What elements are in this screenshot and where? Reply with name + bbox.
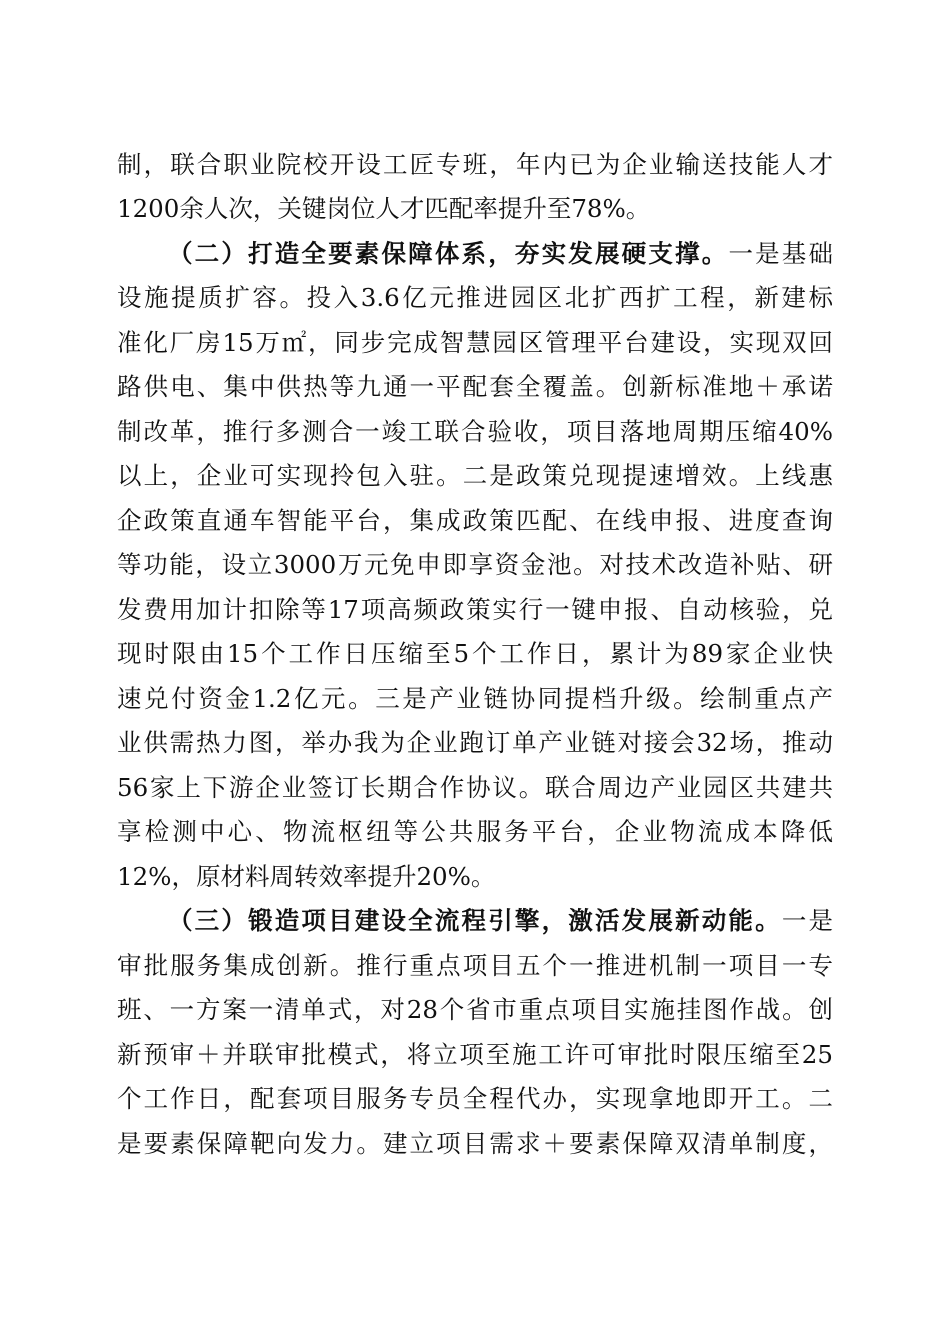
text-line-8: 以上，企业可实现拎包入驻。二是政策兑现提速增效。上线惠 [117,461,833,490]
text-line-21: 新预审＋并联审批模式，将立项至施工许可审批时限压缩至25 [117,1040,833,1069]
text-line-7: 制改革，推行多测合一竣工联合验收，项目落地周期压缩40% [117,417,833,446]
section-heading-3 [168,901,833,941]
section-title-2: （二）打造全要素保障体系，夯实发展硬支撑。 [168,239,729,268]
text-line-16: 享检测中心、物流枢纽等公共服务平台，企业物流成本降低 [117,817,833,846]
text-line-12: 现时限由15个工作日压缩至5个工作日，累计为89家企业快 [117,639,833,668]
text-line-23: 是要素保障靶向发力。建立项目需求＋要素保障双清单制度， [117,1129,833,1158]
section-heading-2-tail: 一是基础 [728,239,833,268]
text-line-6: 路供电、集中供热等九通一平配套全覆盖。创新标准地＋承诺 [117,372,833,401]
text-line-9: 企政策直通车智能平台，集成政策匹配、在线申报、进度查询 [117,506,833,535]
text-line-19: 审批服务集成创新。推行重点项目五个一推进机制一项目一专 [117,951,833,980]
section-heading-2 [168,234,833,274]
text-line-5: 准化厂房15万㎡，同步完成智慧园区管理平台建设，实现双回 [117,328,833,357]
text-line-17: 12%，原材料周转效率提升20%。 [117,862,496,891]
text-line-2: 1200余人次，关键岗位人才匹配率提升至78%。 [117,194,651,223]
text-line-10: 等功能，设立3000万元免申即享资金池。对技术改造补贴、研 [117,550,833,579]
text-line-20: 班、一方案一清单式，对28个省市重点项目实施挂图作战。创 [117,995,833,1024]
section-title-3: （三）锻造项目建设全流程引擎，激活发展新动能。 [168,906,782,935]
text-line-14: 业供需热力图，举办我为企业跑订单产业链对接会32场，推动 [117,728,833,757]
text-line-1: 制，联合职业院校开设工匠专班，年内已为企业输送技能人才 [117,150,833,179]
text-line-22: 个工作日，配套项目服务专员全程代办，实现拿地即开工。二 [117,1084,833,1113]
section-heading-3-tail: 一是 [781,906,833,935]
text-line-11: 发费用加计扣除等17项高频政策实行一键申报、自动核验，兑 [117,595,833,624]
text-line-13: 速兑付资金1.2亿元。三是产业链协同提档升级。绘制重点产 [117,684,833,713]
text-line-15: 56家上下游企业签订长期合作协议。联合周边产业园区共建共 [117,773,833,802]
text-line-4: 设施提质扩容。投入3.6亿元推进园区北扩西扩工程，新建标 [117,283,833,312]
